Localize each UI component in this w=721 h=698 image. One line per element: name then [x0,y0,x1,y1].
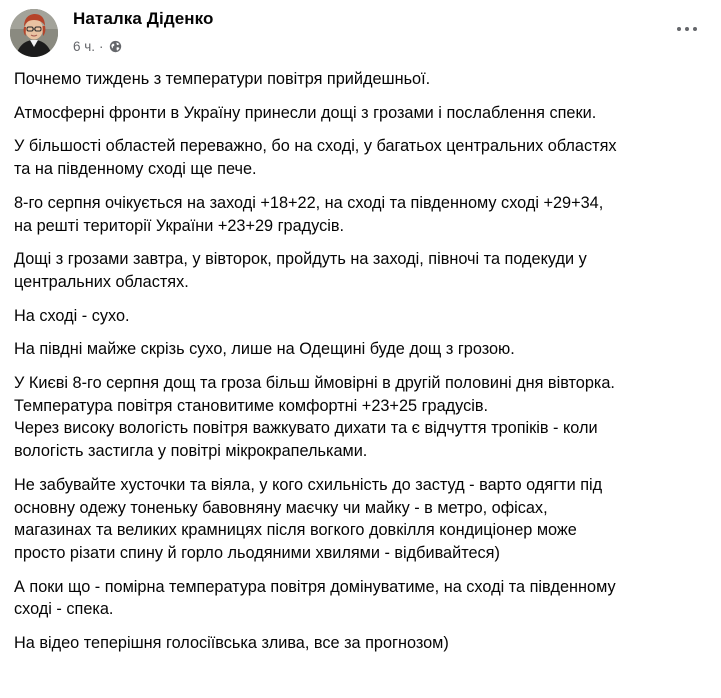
globe-icon[interactable] [109,40,122,53]
avatar-image [10,9,58,57]
avatar[interactable] [10,9,58,57]
post-paragraph: 8-го серпня очікується на заході +18+22, на сході та південному сході +29+34, на решті території України +23+29 градусів. [14,193,604,235]
post-paragraph: Атмосферні фронти в Україну принесли дощі з грозами і послаблення спеки. [14,103,597,122]
post-paragraph: У більшості областей переважно, бо на сході, у багатьох центральних областях та на південному сході ще пече. [14,137,617,179]
post-text [14,68,714,666]
meta-separator: · [99,38,104,54]
post-paragraph: А поки що - помірна температура повітря домінуватиме, на сході та південному сході - спека. [14,577,616,619]
author-name[interactable]: Наталка Діденко [73,9,214,28]
post-meta [73,37,122,55]
more-options-icon[interactable] [668,14,706,44]
post-paragraph: На сході - сухо. [14,306,130,325]
post-paragraph: На відео теперішня голосіївська злива, все за прогнозом) [14,634,449,653]
post-paragraph: У Києві 8-го серпня дощ та гроза більш ймовірні в другій половині дня вівторка. Температура повітря становитиме комфортні +23+25 градусів. Через високу вологість повітря важкувато дихати та є відчуття тропіків - коли вологість застигла у повітрі мікрокрапельками. [14,374,615,461]
post-paragraph: На півдні майже скрізь сухо, лише на Одещині буде дощ з грозою. [14,340,515,359]
more-dot [693,27,697,31]
post-time[interactable]: 6 ч. [73,38,96,54]
post-paragraph: Почнемо тиждень з температури повітря прийдешньої. [14,70,431,88]
post-paragraph: Не забувайте хусточки та віяла, у кого схильність до застуд - варто одягти під основну одежу тоненьку бавовняну маєчку чи майку - в метро, офісах, магазинах та великих крамницях після вогкого довкілля кондиціонер може просто різати спину й горло льодяними хвилями - відбивайтеся) [14,475,603,562]
more-dot [677,27,681,31]
post-paragraph: Дощі з грозами завтра, у вівторок, пройдуть на заході, півночі та подекуди у центральних областях. [14,250,587,291]
more-dot [685,27,689,31]
